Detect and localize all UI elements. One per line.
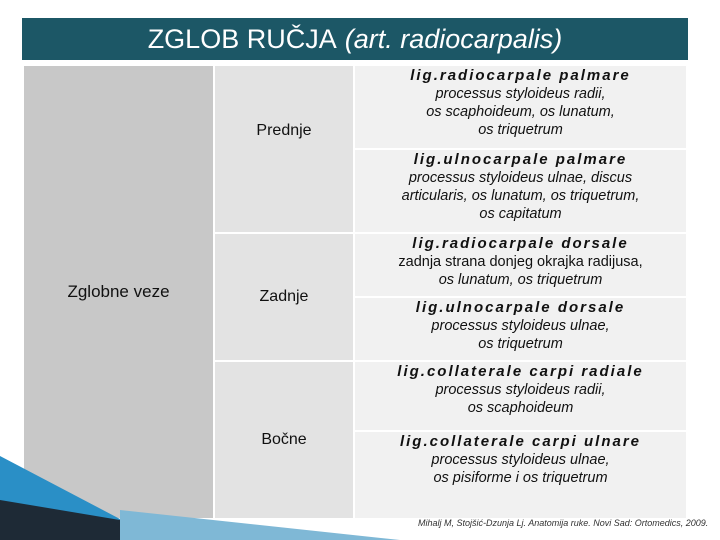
- title-latin: (art. radiocarpalis): [344, 23, 563, 54]
- ligament-cell: [354, 65, 687, 149]
- section-label-back: Zadnje: [214, 233, 354, 361]
- ligament-name: lig.collaterale carpi ulnare: [399, 433, 642, 450]
- ligament-cell: [354, 431, 687, 519]
- ligament-line: os scaphoideum, os lunatum,: [426, 104, 615, 120]
- ligament-name: lig.ulnocarpale palmare: [413, 151, 628, 168]
- ligament-name: lig.radiocarpale palmare: [410, 67, 631, 84]
- section-label-front: Prednje: [214, 65, 354, 233]
- ligament-line: processus styloideus radii,: [435, 382, 606, 398]
- ligament-line: zadnja strana donjeg okrajka radijusa,: [398, 254, 643, 270]
- ligament-name: lig.collaterale carpi radiale: [397, 363, 644, 380]
- decorative-light-swoosh: [120, 510, 400, 540]
- ligament-line: os scaphoideum: [467, 400, 574, 416]
- ligament-name: lig.ulnocarpale dorsale: [415, 299, 626, 316]
- ligament-line: os capitatum: [479, 206, 562, 222]
- group-cell: Zglobne veze: [23, 65, 214, 519]
- ligament-line: os triquetrum: [478, 122, 563, 138]
- ligament-line: os lunatum, os triquetrum: [438, 272, 603, 288]
- ligament-cell: [354, 361, 687, 431]
- title-main: ZGLOB RUČJA: [147, 23, 337, 54]
- section-label-side: Bočne: [214, 361, 354, 519]
- ligament-line: articularis, os lunatum, os triquetrum,: [401, 188, 640, 204]
- ligament-cell: [354, 149, 687, 233]
- slide-title: [22, 18, 688, 60]
- ligament-line: processus styloideus ulnae,: [431, 318, 610, 334]
- ligament-line: os pisiforme i os triquetrum: [433, 470, 608, 486]
- ligament-table: [22, 64, 688, 520]
- ligament-line: processus styloideus ulnae,: [431, 452, 610, 468]
- ligament-line: processus styloideus radii,: [435, 86, 606, 102]
- ligament-line: processus styloideus ulnae, discus: [408, 170, 633, 186]
- ligament-name: lig.radiocarpale dorsale: [412, 235, 629, 252]
- ligament-line: os triquetrum: [478, 336, 563, 352]
- citation: Mihalj M, Stojšić-Dzunja Lj. Anatomija ruke. Novi Sad: Ortomedics, 2009.: [418, 518, 709, 528]
- ligament-cell: [354, 233, 687, 297]
- ligament-cell: [354, 297, 687, 361]
